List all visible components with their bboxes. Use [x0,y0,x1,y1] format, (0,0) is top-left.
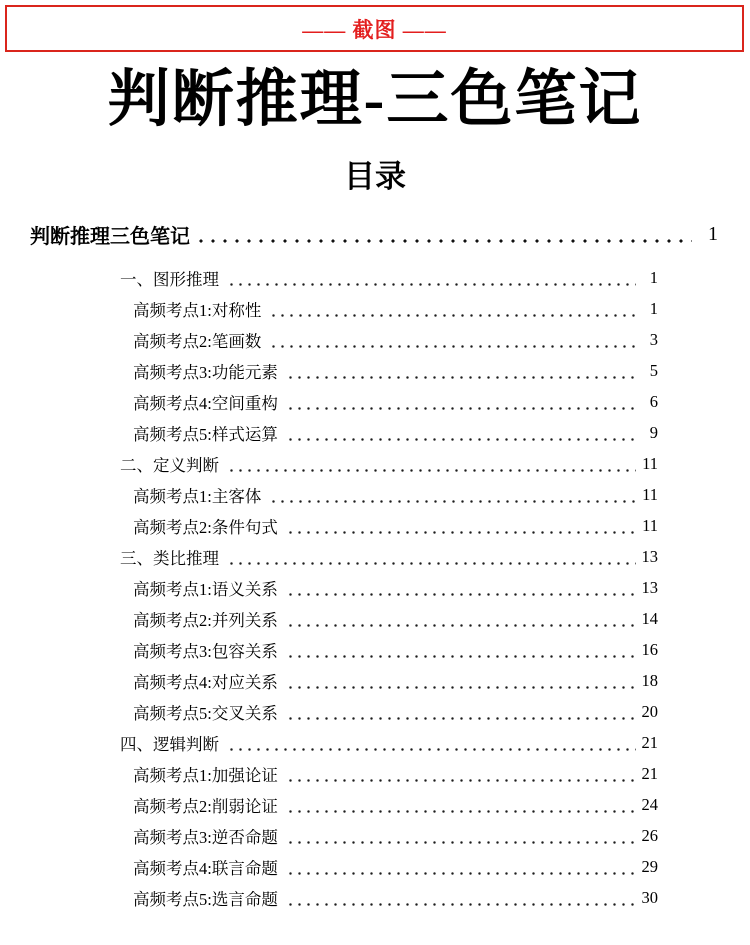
toc-entry-label: 三、类比推理 [120,549,219,569]
toc-entry-page: 21 [641,764,658,784]
toc-entry-label: 高频考点4:对应关系 [133,673,278,693]
toc-row[interactable] [0,883,750,914]
toc-leader-dots [283,418,636,449]
toc-entry-label: 高频考点2:条件句式 [133,518,278,538]
toc-row[interactable] [0,821,750,852]
toc-entry-page: 13 [641,578,658,598]
toc-leader-dots [283,697,636,728]
toc-entry-page: 1 [649,268,658,288]
toc-leader-dots [266,325,636,356]
toc-row[interactable] [0,852,750,883]
toc-entry-label: 高频考点3:逆否命题 [133,828,278,848]
toc-row[interactable] [0,387,750,418]
toc-leader-dots [224,728,636,759]
toc-entry-label: 高频考点5:选言命题 [133,890,278,910]
toc-leader-dots [224,449,636,480]
toc-entry-page: 26 [641,826,658,846]
toc-entry-label: 高频考点4:空间重构 [133,394,278,414]
banner-box [5,5,744,52]
toc-row[interactable] [0,325,750,356]
toc-row[interactable] [0,418,750,449]
toc-entry-page: 20 [641,702,658,722]
toc-entry-page: 5 [649,361,658,381]
toc-leader-dots [266,480,636,511]
toc-entry-page: 30 [641,888,658,908]
toc-root-row[interactable] [0,221,750,249]
toc-leader-dots [283,790,636,821]
toc-entry-label: 高频考点4:联言命题 [133,859,278,879]
toc-entry-label: 高频考点1:主客体 [133,487,262,507]
toc-leader-dots [193,221,692,249]
toc-entry-label: 判断推理三色笔记 [30,226,190,249]
toc-entry-label: 高频考点2:笔画数 [133,332,262,352]
toc-entry-label: 高频考点1:对称性 [133,301,262,321]
toc-leader-dots [283,635,636,666]
toc-leader-dots [283,356,636,387]
toc-entry-page: 11 [642,516,658,536]
toc-entry-page: 9 [649,423,658,443]
toc-leader-dots [283,511,636,542]
toc-entry-page: 6 [649,392,658,412]
toc-row[interactable] [0,697,750,728]
toc-leader-dots [283,883,636,914]
toc-entry-label: 高频考点1:加强论证 [133,766,278,786]
toc-leader-dots [283,759,636,790]
toc-leader-dots [266,294,636,325]
toc-entry-page: 3 [649,330,658,350]
toc-entry-page: 16 [641,640,658,660]
toc-entry-label: 四、逻辑判断 [120,735,219,755]
toc-leader-dots [283,666,636,697]
toc-row[interactable] [0,480,750,511]
toc-row[interactable] [0,666,750,697]
toc-entry-page: 24 [641,795,658,815]
toc-row[interactable] [0,356,750,387]
toc-row[interactable] [0,759,750,790]
toc-leader-dots [224,263,636,294]
toc-entry-label: 高频考点5:交叉关系 [133,704,278,724]
toc-entry-page: 1 [649,299,658,319]
toc-row[interactable] [0,604,750,635]
toc-entry-page: 18 [641,671,658,691]
toc-entry-label: 高频考点2:削弱论证 [133,797,278,817]
document-title: 判断推理-三色笔记 [107,66,643,134]
toc-row[interactable] [0,635,750,666]
toc-leader-dots [283,573,636,604]
banner-label: —— 截图 —— [302,17,447,42]
toc-entry-label: 高频考点1:语义关系 [133,580,278,600]
toc-row[interactable] [0,542,750,573]
toc-entry-page: 11 [642,485,658,505]
toc-entry-label: 一、图形推理 [120,270,219,290]
toc-row[interactable] [0,790,750,821]
toc-entry-page: 13 [641,547,658,567]
toc-leader-dots [283,387,636,418]
toc-row[interactable] [0,263,750,294]
toc-row[interactable] [0,449,750,480]
toc-list [0,263,750,914]
toc-entry-page: 21 [641,733,658,753]
toc-row[interactable] [0,728,750,759]
toc-leader-dots [283,821,636,852]
toc-entry-label: 高频考点5:样式运算 [133,425,278,445]
toc-row[interactable] [0,511,750,542]
toc-entry-page: 14 [641,609,658,629]
toc-entry-label: 高频考点3:包容关系 [133,642,278,662]
toc-entry-label: 高频考点3:功能元素 [133,363,278,383]
toc-heading: 目录 [344,158,406,194]
toc-leader-dots [283,852,636,883]
toc-entry-page: 29 [641,857,658,877]
toc-leader-dots [224,542,636,573]
toc-entry-page: 11 [642,454,658,474]
toc-entry-label: 高频考点2:并列关系 [133,611,278,631]
toc-leader-dots [283,604,636,635]
toc-row[interactable] [0,573,750,604]
toc-entry-page: 1 [708,223,718,246]
toc-entry-label: 二、定义判断 [120,456,219,476]
toc-row[interactable] [0,294,750,325]
